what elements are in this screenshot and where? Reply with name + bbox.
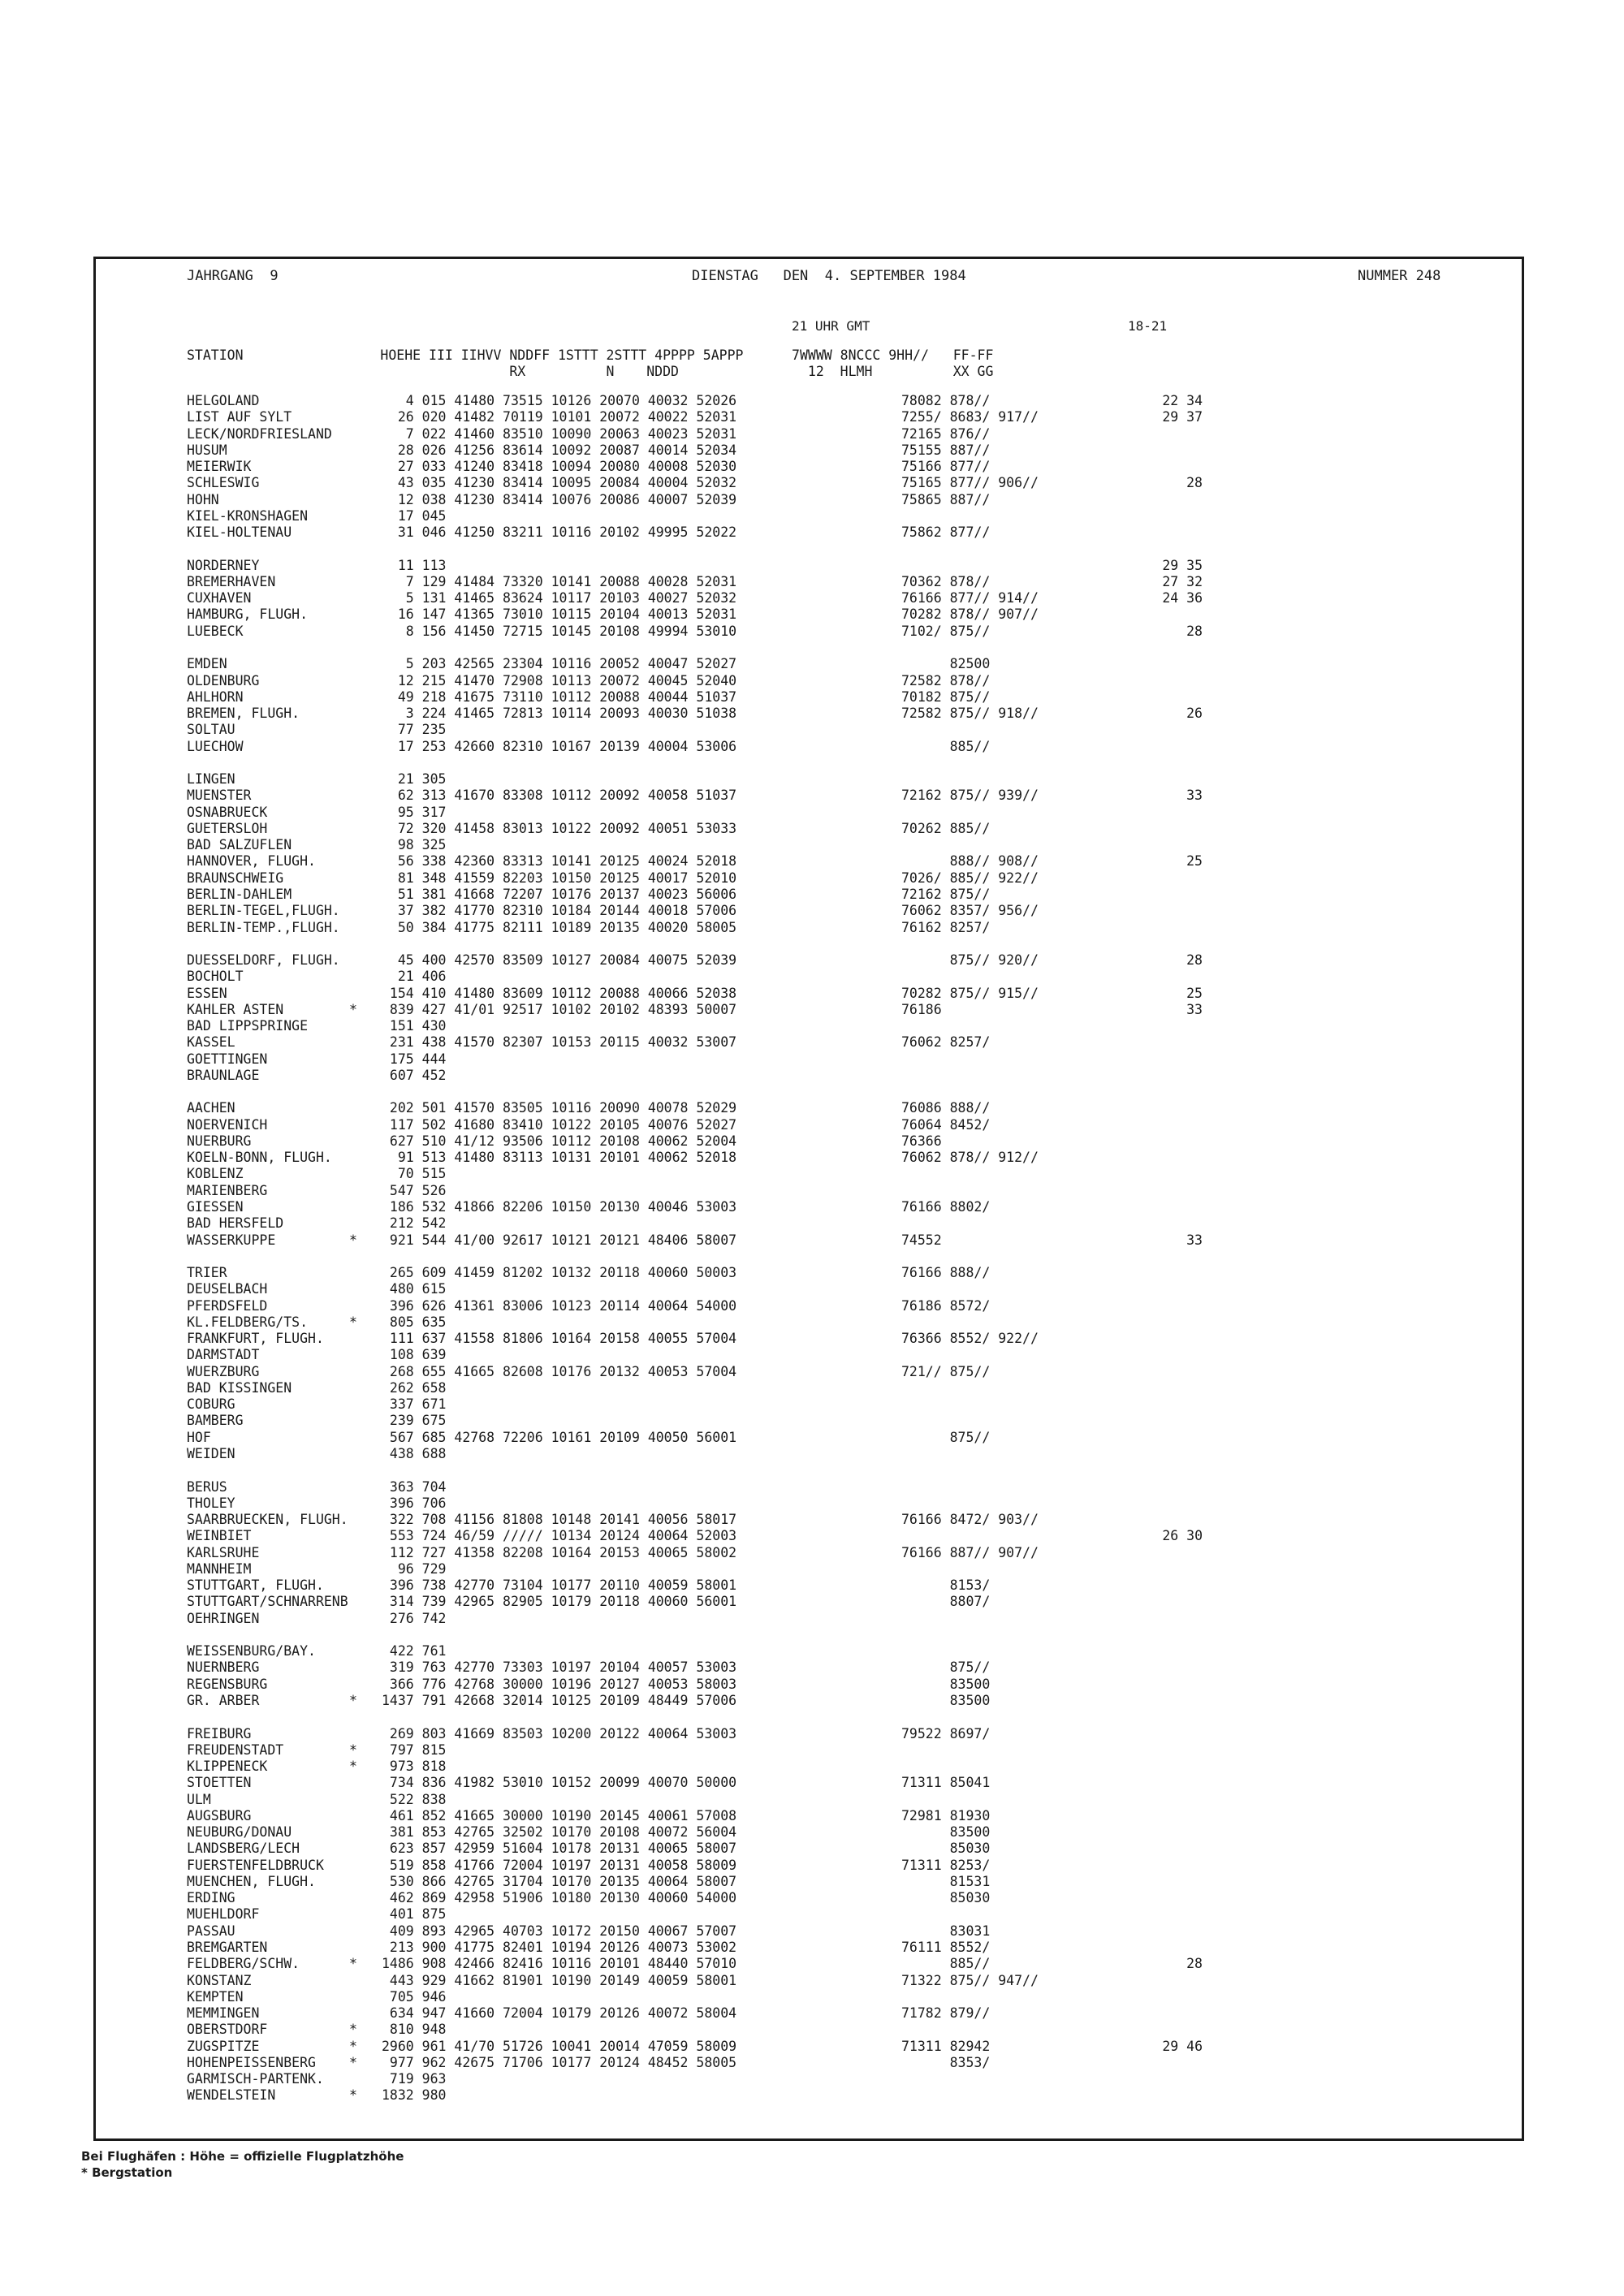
station-name: HANNOVER, FLUGH.: [187, 853, 316, 870]
wind-gust-values: 26 30: [1162, 1528, 1203, 1544]
cloud-values: 75166 877//: [901, 459, 991, 475]
observation-time: 21 UHR GMT: [792, 318, 870, 334]
observation-values: 56 338 42360 83313 10141 20125 40024 52018: [382, 853, 737, 870]
observation-values: 553 724 46/59 ///// 10134 20124 40064 52003: [382, 1528, 737, 1544]
cloud-values: 76166 877// 914//: [901, 590, 1039, 606]
cloud-values: 74552: [901, 1232, 942, 1248]
observation-values: 213 900 41775 82401 10194 20126 40073 53002: [382, 1939, 737, 1955]
observation-values: 409 893 42965 40703 10172 20150 40067 57007: [382, 1923, 737, 1939]
observation-values: 5 203 42565 23304 10116 20052 40047 52027: [382, 656, 737, 672]
station-name: GIESSEN: [187, 1199, 244, 1215]
station-name: LUECHOW: [187, 738, 244, 754]
cloud-values: 70262 885//: [901, 820, 991, 836]
station-name: MARIENBERG: [187, 1182, 268, 1198]
cloud-values: 76162 8257/: [901, 919, 991, 935]
cloud-values: 75862 877//: [901, 524, 991, 541]
observation-values: 27 033 41240 83418 10094 20080 40008 52030: [382, 459, 737, 475]
station-name: THOLEY: [187, 1495, 235, 1511]
cloud-values: 82500: [901, 656, 991, 672]
cloud-values: 75865 887//: [901, 491, 991, 507]
observation-values: 734 836 41982 53010 10152 20099 40070 50000: [382, 1775, 737, 1791]
station-name: BAD HERSFELD: [187, 1215, 284, 1232]
wind-gust-values: 29 37: [1162, 409, 1203, 425]
observation-values: 462 869 42958 51906 10180 20130 40060 54000: [382, 1890, 737, 1906]
observation-values: 8 156 41450 72715 10145 20108 49994 53010: [382, 623, 737, 639]
station-name: STOETTEN: [187, 1775, 252, 1791]
station-name: OEHRINGEN: [187, 1610, 260, 1626]
station-name: MEMMINGEN: [187, 2005, 260, 2022]
cloud-values: 8353/: [901, 2054, 991, 2070]
observation-values: 623 857 42959 51604 10178 20131 40065 58007: [382, 1841, 737, 1857]
station-name: GOETTINGEN: [187, 1051, 268, 1067]
station-name: MUENCHEN, FLUGH.: [187, 1873, 316, 1889]
mountain-station-marker: *: [349, 2087, 357, 2104]
observation-values: 634 947 41660 72004 10179 20126 40072 58004: [382, 2005, 737, 2022]
mountain-station-marker: *: [349, 1232, 357, 1248]
cloud-values: 8807/: [901, 1594, 991, 1610]
wind-gust-values: 22 34: [1162, 393, 1203, 408]
mountain-station-marker: *: [349, 2038, 357, 2054]
station-name: KONSTANZ: [187, 1972, 252, 1988]
observation-values: 921 544 41/00 92617 10121 20121 48406 58007: [382, 1232, 737, 1248]
observation-values: 973 818: [382, 1759, 447, 1775]
observation-values: 62 313 41670 83308 10112 20092 40058 51037: [382, 788, 737, 804]
station-name: FRANKFURT, FLUGH.: [187, 1331, 324, 1347]
observation-values: 269 803 41669 83503 10200 20122 40064 53003: [382, 1725, 737, 1741]
cloud-values: 875// 920//: [901, 952, 1039, 969]
station-name: WENDELSTEIN: [187, 2087, 276, 2104]
observation-values: 396 626 41361 83006 10123 20114 40064 54000: [382, 1297, 737, 1314]
cloud-values: 76166 8472/ 903//: [901, 1512, 1039, 1528]
station-name: KAHLER ASTEN: [187, 1001, 284, 1017]
station-name: TRIER: [187, 1265, 227, 1281]
observation-values: 547 526: [382, 1182, 447, 1198]
station-name: DUESSELDORF, FLUGH.: [187, 952, 340, 969]
cloud-values: 79522 8697/: [901, 1725, 991, 1741]
observation-values: 117 502 41680 83410 10122 20105 40076 52027: [382, 1116, 737, 1133]
wind-gust-values: 25: [1186, 853, 1203, 870]
cloud-values: 721// 875//: [901, 1363, 991, 1379]
observation-values: 231 438 41570 82307 10153 20115 40032 53007: [382, 1034, 737, 1051]
cloud-values: 71782 879//: [901, 2005, 991, 2022]
cloud-values: 885//: [901, 738, 991, 754]
wind-gust-values: 33: [1186, 1232, 1203, 1248]
station-name: FUERSTENFELDBRUCK: [187, 1857, 324, 1873]
observation-values: 21 406: [382, 969, 447, 985]
observation-values: 11 113: [382, 557, 447, 573]
observation-values: 7 129 41484 73320 10141 20088 40028 52031: [382, 573, 737, 589]
station-name: PFERDSFELD: [187, 1297, 268, 1314]
station-name: BERLIN-TEMP.,FLUGH.: [187, 919, 340, 935]
station-name: ESSEN: [187, 985, 227, 1001]
cloud-values: 78082 878//: [901, 393, 991, 408]
station-name: HOF: [187, 1429, 211, 1445]
mountain-station-marker: *: [349, 1741, 357, 1758]
observation-values: 607 452: [382, 1067, 447, 1083]
wind-gust-values: 28: [1186, 475, 1203, 491]
cloud-values: 8153/: [901, 1577, 991, 1594]
station-name: LUEBECK: [187, 623, 244, 639]
observation-values: 51 381 41668 72207 10176 20137 40023 56006: [382, 886, 737, 902]
station-name: HOHN: [187, 491, 219, 507]
footnotes: [81, 2148, 404, 2181]
station-name: OLDENBURG: [187, 672, 260, 688]
observation-values: 805 635: [382, 1314, 447, 1330]
observation-values: 1437 791 42668 32014 10125 20109 48449 57006: [382, 1692, 737, 1708]
station-name: NOERVENICH: [187, 1116, 268, 1133]
issue-number: NUMMER 248: [1358, 268, 1441, 284]
observation-values: 239 675: [382, 1413, 447, 1429]
observation-values: 522 838: [382, 1791, 447, 1807]
station-name: FREIBURG: [187, 1725, 252, 1741]
cloud-values: 83500: [901, 1676, 991, 1692]
station-name: CUXHAVEN: [187, 590, 252, 606]
observation-values: 26 020 41482 70119 10101 20072 40022 52031: [382, 409, 737, 425]
station-name: KIEL-HOLTENAU: [187, 524, 292, 541]
observation-values: 422 761: [382, 1643, 447, 1659]
station-name: HELGOLAND: [187, 393, 260, 408]
cloud-values: 7255/ 8683/ 917//: [901, 409, 1039, 425]
observation-values: 3 224 41465 72813 10114 20093 40030 51038: [382, 706, 737, 722]
observation-values: 461 852 41665 30000 10190 20145 40061 57008: [382, 1807, 737, 1823]
cloud-values: 83031: [901, 1923, 991, 1939]
cloud-values: 76366: [901, 1133, 942, 1149]
wind-gust-values: 26: [1186, 706, 1203, 722]
observation-values: 43 035 41230 83414 10095 20084 40004 52032: [382, 475, 737, 491]
observation-values: 12 215 41470 72908 10113 20072 40045 52040: [382, 672, 737, 688]
station-name: ZUGSPITZE: [187, 2038, 260, 2054]
observation-values: 98 325: [382, 837, 447, 853]
wind-gust-values: 28: [1186, 1956, 1203, 1972]
column-header-line2: RX N NDDD 12 HLMH XX GG: [187, 364, 994, 379]
observation-values: 212 542: [382, 1215, 447, 1232]
observation-values: 337 671: [382, 1396, 447, 1413]
observation-values: 2960 961 41/70 51726 10041 20014 47059 58009: [382, 2038, 737, 2054]
observation-values: 77 235: [382, 722, 447, 738]
observation-values: 810 948: [382, 2022, 447, 2038]
cloud-values: 72165 876//: [901, 425, 991, 442]
wind-gust-values: 24 36: [1162, 590, 1203, 606]
station-name: ULM: [187, 1791, 211, 1807]
cloud-values: 72582 875// 918//: [901, 706, 1039, 722]
observation-values: 265 609 41459 81202 10132 20118 40060 50003: [382, 1265, 737, 1281]
station-name: FREUDENSTADT: [187, 1741, 284, 1758]
observation-values: 401 875: [382, 1906, 447, 1923]
station-name: AHLHORN: [187, 688, 244, 705]
station-name: LINGEN: [187, 771, 235, 788]
cloud-values: 70182 875//: [901, 688, 991, 705]
wind-gust-values: 25: [1186, 985, 1203, 1001]
mountain-station-marker: *: [349, 2054, 357, 2070]
station-name: PASSAU: [187, 1923, 235, 1939]
date-label: DIENSTAG DEN 4. SEPTEMBER 1984: [692, 268, 966, 284]
cloud-values: 70362 878//: [901, 573, 991, 589]
cloud-values: 7102/ 875//: [901, 623, 991, 639]
jahrgang-label: JAHRGANG 9: [187, 268, 279, 284]
observation-values: 31 046 41250 83211 10116 20102 49995 52022: [382, 524, 737, 541]
cloud-values: 875//: [901, 1659, 991, 1676]
station-name: KOELN-BONN, FLUGH.: [187, 1150, 332, 1166]
station-name: KARLSRUHE: [187, 1544, 260, 1560]
station-name: BERUS: [187, 1478, 227, 1495]
station-name: LIST AUF SYLT: [187, 409, 292, 425]
cloud-values: 885//: [901, 1956, 991, 1972]
observation-values: 363 704: [382, 1478, 447, 1495]
station-name: WEINBIET: [187, 1528, 252, 1544]
cloud-values: 7026/ 885// 922//: [901, 870, 1039, 886]
station-name: COBURG: [187, 1396, 235, 1413]
station-name: AACHEN: [187, 1100, 235, 1116]
column-header-line1: STATION HOEHE III IIHVV NDDFF 1STTT 2STTT 4PPPP 5APPP 7WWWW 8NCCC 9HH// FF-FF: [187, 347, 994, 363]
observation-values: 396 738 42770 73104 10177 20110 40059 58001: [382, 1577, 737, 1594]
mountain-station-marker: *: [349, 1314, 357, 1330]
cloud-values: 76062 878// 912//: [901, 1150, 1039, 1166]
cloud-values: 75165 877// 906//: [901, 475, 1039, 491]
station-name: KOBLENZ: [187, 1166, 244, 1182]
observation-values: 50 384 41775 82111 10189 20135 40020 58005: [382, 919, 737, 935]
station-name: NORDERNEY: [187, 557, 260, 573]
station-name: MUENSTER: [187, 788, 252, 804]
observation-values: 530 866 42765 31704 10170 20135 40064 58007: [382, 1873, 737, 1889]
cloud-values: 76111 8552/: [901, 1939, 991, 1955]
cloud-values: 76186: [901, 1001, 942, 1017]
station-name: WASSERKUPPE: [187, 1232, 276, 1248]
station-name: KLIPPENECK: [187, 1759, 268, 1775]
time-range: 18-21: [1128, 318, 1168, 334]
observation-values: 16 147 41365 73010 10115 20104 40013 52031: [382, 606, 737, 623]
station-name: SAARBRUECKEN, FLUGH.: [187, 1512, 348, 1528]
cloud-values: 75155 887//: [901, 442, 991, 458]
station-name: KASSEL: [187, 1034, 235, 1051]
observation-values: 567 685 42768 72206 10161 20109 40050 56001: [382, 1429, 737, 1445]
observation-values: 5 131 41465 83624 10117 20103 40027 52032: [382, 590, 737, 606]
station-name: WEIDEN: [187, 1446, 235, 1461]
cloud-values: 71311 82942: [901, 2038, 991, 2054]
observation-values: 276 742: [382, 1610, 447, 1626]
observation-values: 186 532 41866 82206 10150 20130 40046 53003: [382, 1199, 737, 1215]
cloud-values: 72981 81930: [901, 1807, 991, 1823]
station-name: KIEL-KRONSHAGEN: [187, 507, 309, 524]
observation-values: 45 400 42570 83509 10127 20084 40075 52039: [382, 952, 737, 969]
cloud-values: 76062 8357/ 956//: [901, 903, 1039, 919]
station-name: KL.FELDBERG/TS.: [187, 1314, 309, 1330]
cloud-values: 71311 8253/: [901, 1857, 991, 1873]
observation-values: 202 501 41570 83505 10116 20090 40078 52029: [382, 1100, 737, 1116]
station-name: BOCHOLT: [187, 969, 244, 985]
observation-values: 519 858 41766 72004 10197 20131 40058 58009: [382, 1857, 737, 1873]
station-name: NUERNBERG: [187, 1659, 260, 1676]
wind-gust-values: 27 32: [1162, 573, 1203, 589]
mountain-station-marker: *: [349, 1001, 357, 1017]
station-name: REGENSBURG: [187, 1676, 268, 1692]
cloud-values: 76186 8572/: [901, 1297, 991, 1314]
wind-gust-values: 33: [1186, 788, 1203, 804]
observation-values: 268 655 41665 82608 10176 20132 40053 57004: [382, 1363, 737, 1379]
cloud-values: 76086 888//: [901, 1100, 991, 1116]
station-name: STUTTGART, FLUGH.: [187, 1577, 324, 1594]
station-name: MANNHEIM: [187, 1560, 252, 1577]
wind-gust-values: 29 46: [1162, 2038, 1203, 2054]
observation-values: 977 962 42675 71706 10177 20124 48452 58005: [382, 2054, 737, 2070]
station-name: BRAUNSCHWEIG: [187, 870, 284, 886]
station-name: WEISSENBURG/BAY.: [187, 1643, 316, 1659]
observation-values: 49 218 41675 73110 10112 20088 40044 51037: [382, 688, 737, 705]
cloud-values: 76064 8452/: [901, 1116, 991, 1133]
cloud-values: 76166 887// 907//: [901, 1544, 1039, 1560]
station-name: BRAUNLAGE: [187, 1067, 260, 1083]
mountain-station-marker: *: [349, 1692, 357, 1708]
cloud-values: 85030: [901, 1841, 991, 1857]
station-name: HAMBURG, FLUGH.: [187, 606, 309, 623]
observation-values: 366 776 42768 30000 10196 20127 40053 58003: [382, 1676, 737, 1692]
footnote-airport-height: Bei Flughäfen : Höhe = offizielle Flugplatzhöhe: [81, 2149, 404, 2164]
observation-values: 443 929 41662 81901 10190 20149 40059 58001: [382, 1972, 737, 1988]
cloud-values: 76062 8257/: [901, 1034, 991, 1051]
observation-values: 17 045: [382, 507, 447, 524]
observation-values: 108 639: [382, 1347, 447, 1363]
observation-values: 4 015 41480 73515 10126 20070 40032 52026: [382, 393, 737, 408]
observation-values: 627 510 41/12 93506 10112 20108 40062 52004: [382, 1133, 737, 1149]
observation-values: 112 727 41358 82208 10164 20153 40065 58002: [382, 1544, 737, 1560]
station-name: MUEHLDORF: [187, 1906, 260, 1923]
cloud-values: 85030: [901, 1890, 991, 1906]
wind-gust-values: 33: [1186, 1001, 1203, 1017]
mountain-station-marker: *: [349, 2022, 357, 2038]
cloud-values: 70282 878// 907//: [901, 606, 1039, 623]
mountain-station-marker: *: [349, 1956, 357, 1972]
station-name: MEIERWIK: [187, 459, 252, 475]
observation-values: 705 946: [382, 1988, 447, 2005]
cloud-values: 83500: [901, 1824, 991, 1841]
observation-values: 396 706: [382, 1495, 447, 1511]
station-name: STUTTGART/SCHNARRENB: [187, 1594, 348, 1610]
cloud-values: 71322 875// 947//: [901, 1972, 1039, 1988]
station-name: GUETERSLOH: [187, 820, 268, 836]
footnote-mountain-station: * Bergstation: [81, 2165, 173, 2180]
observation-values: 151 430: [382, 1018, 447, 1034]
station-name: GR. ARBER: [187, 1692, 260, 1708]
station-name: NUERBURG: [187, 1133, 252, 1149]
observation-values: 262 658: [382, 1379, 447, 1396]
station-name: BREMEN, FLUGH.: [187, 706, 300, 722]
column-headers: [187, 347, 993, 380]
observation-values: 81 348 41559 82203 10150 20125 40017 52010: [382, 870, 737, 886]
mountain-station-marker: *: [349, 1759, 357, 1775]
station-name: BAD KISSINGEN: [187, 1379, 292, 1396]
cloud-values: 70282 875// 915//: [901, 985, 1039, 1001]
station-name: BAMBERG: [187, 1413, 244, 1429]
wind-gust-values: 29 35: [1162, 557, 1203, 573]
observation-values: 96 729: [382, 1560, 447, 1577]
observation-values: 175 444: [382, 1051, 447, 1067]
observation-values: 1832 980: [382, 2087, 447, 2104]
station-name: BREMGARTEN: [187, 1939, 268, 1955]
station-name: ERDING: [187, 1890, 235, 1906]
observation-values: 322 708 41156 81808 10148 20141 40056 58017: [382, 1512, 737, 1528]
station-name: WUERZBURG: [187, 1363, 260, 1379]
observation-values: 381 853 42765 32502 10170 20108 40072 56004: [382, 1824, 737, 1841]
wind-gust-values: 28: [1186, 623, 1203, 639]
cloud-values: 72162 875//: [901, 886, 991, 902]
observation-values: 21 305: [382, 771, 447, 788]
cloud-values: 83500: [901, 1692, 991, 1708]
observation-values: 839 427 41/01 92517 10102 20102 48393 50007: [382, 1001, 737, 1017]
station-name: BREMERHAVEN: [187, 573, 276, 589]
station-name: OSNABRUECK: [187, 804, 268, 820]
station-name: HOHENPEISSENBERG: [187, 2054, 316, 2070]
cloud-values: 76166 8802/: [901, 1199, 991, 1215]
station-name: HUSUM: [187, 442, 227, 458]
observation-values: 438 688: [382, 1446, 447, 1461]
observation-values: 1486 908 42466 82416 10116 20101 48440 57010: [382, 1956, 737, 1972]
wind-gust-values: 28: [1186, 952, 1203, 969]
observation-values: 719 963: [382, 2071, 447, 2087]
station-name: BERLIN-DAHLEM: [187, 886, 292, 902]
observation-values: 480 615: [382, 1281, 447, 1297]
station-name: SOLTAU: [187, 722, 235, 738]
station-name: FELDBERG/SCHW.: [187, 1956, 300, 1972]
cloud-values: 875//: [901, 1429, 991, 1445]
observation-values: 111 637 41558 81806 10164 20158 40055 57004: [382, 1331, 737, 1347]
observation-values: 28 026 41256 83614 10092 20087 40014 52034: [382, 442, 737, 458]
observation-values: 72 320 41458 83013 10122 20092 40051 53033: [382, 820, 737, 836]
observation-values: 154 410 41480 83609 10112 20088 40066 52038: [382, 985, 737, 1001]
observation-values: 37 382 41770 82310 10184 20144 40018 57006: [382, 903, 737, 919]
cloud-values: 76166 888//: [901, 1265, 991, 1281]
cloud-values: 81531: [901, 1873, 991, 1889]
cloud-values: 71311 85041: [901, 1775, 991, 1791]
observation-values: 319 763 42770 73303 10197 20104 40057 53003: [382, 1659, 737, 1676]
observation-values: 797 815: [382, 1741, 447, 1758]
station-name: SCHLESWIG: [187, 475, 260, 491]
station-name: LECK/NORDFRIESLAND: [187, 425, 332, 442]
station-name: AUGSBURG: [187, 1807, 252, 1823]
station-name: NEUBURG/DONAU: [187, 1824, 292, 1841]
observation-values: 7 022 41460 83510 10090 20063 40023 52031: [382, 425, 737, 442]
station-name: DARMSTADT: [187, 1347, 260, 1363]
station-name: LANDSBERG/LECH: [187, 1841, 300, 1857]
observation-values: 95 317: [382, 804, 447, 820]
cloud-values: 888// 908//: [901, 853, 1039, 870]
station-name: BERLIN-TEGEL,FLUGH.: [187, 903, 340, 919]
observation-values: 17 253 42660 82310 10167 20139 40004 53006: [382, 738, 737, 754]
observation-values: 70 515: [382, 1166, 447, 1182]
cloud-values: 72582 878//: [901, 672, 991, 688]
observation-values: 91 513 41480 83113 10131 20101 40062 52018: [382, 1150, 737, 1166]
station-name: EMDEN: [187, 656, 227, 672]
station-name: BAD LIPPSPRINGE: [187, 1018, 309, 1034]
station-name: DEUSELBACH: [187, 1281, 268, 1297]
cloud-values: 72162 875// 939//: [901, 788, 1039, 804]
station-name: GARMISCH-PARTENK.: [187, 2071, 324, 2087]
cloud-values: 76366 8552/ 922//: [901, 1331, 1039, 1347]
station-name: KEMPTEN: [187, 1988, 244, 2005]
station-name: OBERSTDORF: [187, 2022, 268, 2038]
observation-values: 314 739 42965 82905 10179 20118 40060 56001: [382, 1594, 737, 1610]
station-name: BAD SALZUFLEN: [187, 837, 292, 853]
observation-values: 12 038 41230 83414 10076 20086 40007 52039: [382, 491, 737, 507]
